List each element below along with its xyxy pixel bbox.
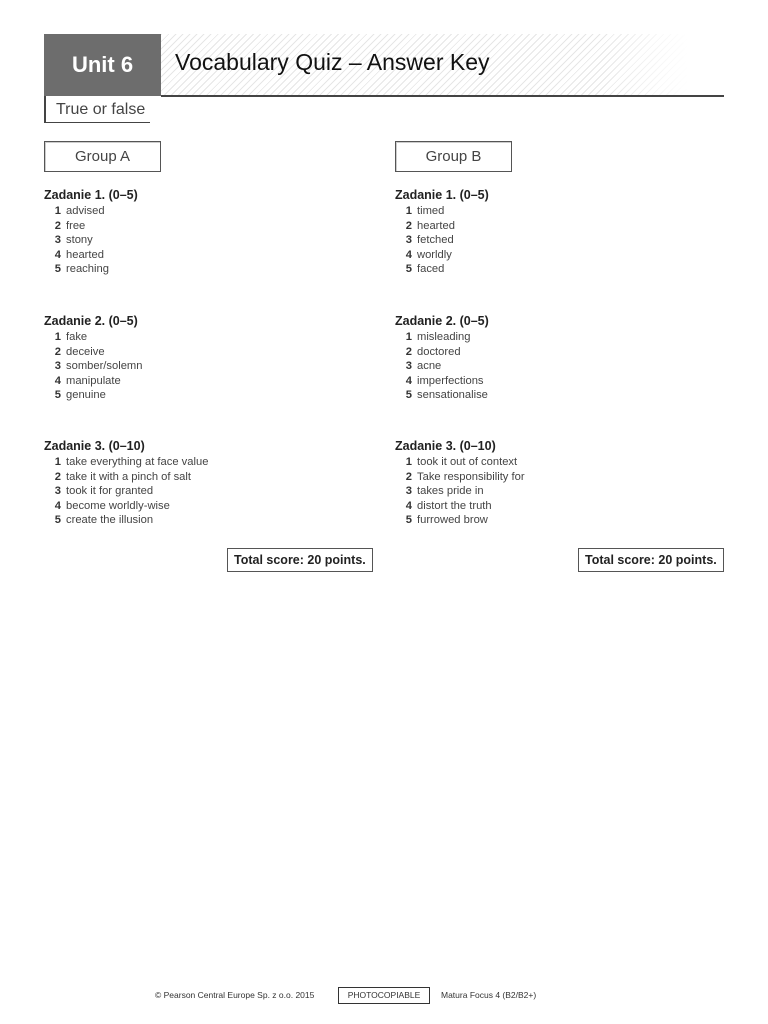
item-answer: create the illusion bbox=[66, 514, 154, 527]
group-a-total-score: Total score: 20 points. bbox=[227, 548, 373, 572]
item-number: 3 bbox=[54, 234, 61, 247]
item-number: 3 bbox=[54, 360, 61, 373]
item-answer: acne bbox=[417, 360, 442, 373]
item-answer: genuine bbox=[66, 389, 106, 402]
item-answer: become worldly-wise bbox=[66, 499, 170, 512]
list-item bbox=[44, 484, 208, 499]
list-item bbox=[44, 345, 142, 360]
item-number: 2 bbox=[54, 470, 61, 483]
list-item bbox=[395, 204, 489, 219]
item-number: 4 bbox=[405, 248, 412, 261]
item-number: 4 bbox=[405, 499, 412, 512]
photocopiable-badge: PHOTOCOPIABLE bbox=[338, 987, 430, 1004]
item-number: 2 bbox=[405, 470, 412, 483]
item-answer: took it for granted bbox=[66, 485, 154, 498]
group-b-task-3 bbox=[395, 437, 525, 528]
list-item bbox=[395, 345, 489, 360]
item-answer: fetched bbox=[417, 234, 454, 247]
list-item bbox=[44, 204, 138, 219]
item-answer: distort the truth bbox=[417, 499, 492, 512]
task-title: Zadanie 3. (0–10) bbox=[44, 439, 145, 453]
list-item bbox=[395, 513, 525, 528]
list-item bbox=[44, 388, 142, 403]
item-number: 5 bbox=[405, 389, 412, 402]
item-answer: furrowed brow bbox=[417, 514, 488, 527]
item-number: 1 bbox=[405, 456, 412, 468]
item-answer: took it out of context bbox=[417, 456, 518, 468]
group-b-task-2 bbox=[395, 312, 489, 403]
item-answer: stony bbox=[66, 234, 93, 247]
list-item bbox=[44, 262, 138, 277]
item-answer: fake bbox=[66, 331, 88, 343]
list-item bbox=[44, 233, 138, 248]
item-number: 3 bbox=[405, 234, 412, 247]
item-number: 2 bbox=[54, 345, 61, 358]
item-number: 3 bbox=[405, 485, 412, 498]
item-answer: manipulate bbox=[66, 374, 121, 387]
list-item bbox=[44, 359, 142, 374]
list-item bbox=[44, 499, 208, 514]
item-answer: somber/solemn bbox=[66, 360, 143, 373]
group-b-task-1 bbox=[395, 186, 489, 277]
group-a-task-3 bbox=[44, 437, 208, 528]
item-number: 5 bbox=[405, 514, 412, 527]
item-answer: take it with a pinch of salt bbox=[66, 470, 191, 483]
item-number: 5 bbox=[405, 263, 412, 276]
item-answer: worldly bbox=[417, 248, 452, 261]
item-number: 1 bbox=[405, 205, 412, 217]
item-answer: take everything at face value bbox=[66, 456, 209, 468]
item-number: 1 bbox=[54, 456, 61, 468]
list-item bbox=[395, 388, 489, 403]
item-number: 3 bbox=[405, 360, 412, 373]
list-item bbox=[395, 470, 525, 485]
item-answer: faced bbox=[417, 263, 445, 276]
list-item bbox=[395, 374, 489, 389]
item-answer: timed bbox=[417, 205, 445, 217]
item-number: 2 bbox=[54, 219, 61, 232]
task-title: Zadanie 3. (0–10) bbox=[395, 439, 496, 453]
page-footer bbox=[0, 987, 768, 1005]
page-header bbox=[44, 34, 724, 96]
item-answer: sensationalise bbox=[417, 389, 488, 402]
list-item bbox=[44, 455, 208, 470]
group-a-column bbox=[44, 141, 374, 527]
group-a-task-2 bbox=[44, 312, 142, 403]
item-number: 5 bbox=[54, 263, 61, 276]
item-number: 4 bbox=[54, 499, 61, 512]
item-answer: reaching bbox=[66, 263, 109, 276]
list-item bbox=[395, 262, 489, 277]
item-number: 4 bbox=[54, 374, 61, 387]
group-a-task-1 bbox=[44, 186, 138, 277]
list-item bbox=[44, 470, 208, 485]
section-subtitle: True or false bbox=[44, 96, 150, 123]
list-item bbox=[44, 330, 142, 345]
item-number: 5 bbox=[54, 514, 61, 527]
list-item bbox=[395, 330, 489, 345]
item-answer: doctored bbox=[417, 345, 461, 358]
task-title: Zadanie 1. (0–5) bbox=[395, 188, 489, 202]
group-a-label: Group A bbox=[44, 141, 161, 172]
list-item bbox=[395, 233, 489, 248]
list-item bbox=[395, 248, 489, 263]
item-number: 1 bbox=[54, 205, 61, 217]
list-item bbox=[395, 484, 525, 499]
list-item bbox=[44, 248, 138, 263]
item-number: 2 bbox=[405, 345, 412, 358]
item-answer: free bbox=[66, 219, 86, 232]
page-title: Vocabulary Quiz – Answer Key bbox=[175, 49, 490, 75]
item-number: 2 bbox=[405, 219, 412, 232]
title-band bbox=[161, 34, 724, 97]
item-answer: misleading bbox=[417, 331, 471, 343]
item-answer: imperfections bbox=[417, 374, 484, 387]
item-answer: deceive bbox=[66, 345, 105, 358]
task-title: Zadanie 1. (0–5) bbox=[44, 188, 138, 202]
list-item bbox=[395, 455, 525, 470]
list-item bbox=[44, 219, 138, 234]
list-item bbox=[44, 374, 142, 389]
list-item bbox=[395, 219, 489, 234]
item-number: 3 bbox=[54, 485, 61, 498]
item-number: 4 bbox=[405, 374, 412, 387]
group-b-total-score: Total score: 20 points. bbox=[578, 548, 724, 572]
list-item bbox=[44, 513, 208, 528]
item-number: 5 bbox=[54, 389, 61, 402]
group-b-label: Group B bbox=[395, 141, 512, 172]
item-answer: takes pride in bbox=[417, 485, 484, 498]
item-number: 4 bbox=[54, 248, 61, 261]
task-title: Zadanie 2. (0–5) bbox=[395, 314, 489, 328]
group-b-column bbox=[395, 141, 725, 527]
list-item bbox=[395, 499, 525, 514]
item-answer: advised bbox=[66, 205, 105, 217]
copyright-text: © Pearson Central Europe Sp. z o.o. 2015 bbox=[155, 990, 315, 1000]
list-item bbox=[395, 359, 489, 374]
item-answer: hearted bbox=[417, 219, 455, 232]
task-title: Zadanie 2. (0–5) bbox=[44, 314, 138, 328]
item-answer: Take responsibility for bbox=[417, 470, 525, 483]
item-number: 1 bbox=[405, 331, 412, 343]
item-answer: hearted bbox=[66, 248, 104, 261]
unit-label: Unit 6 bbox=[44, 34, 161, 96]
book-title: Matura Focus 4 (B2/B2+) bbox=[441, 990, 537, 1000]
item-number: 1 bbox=[54, 331, 61, 343]
